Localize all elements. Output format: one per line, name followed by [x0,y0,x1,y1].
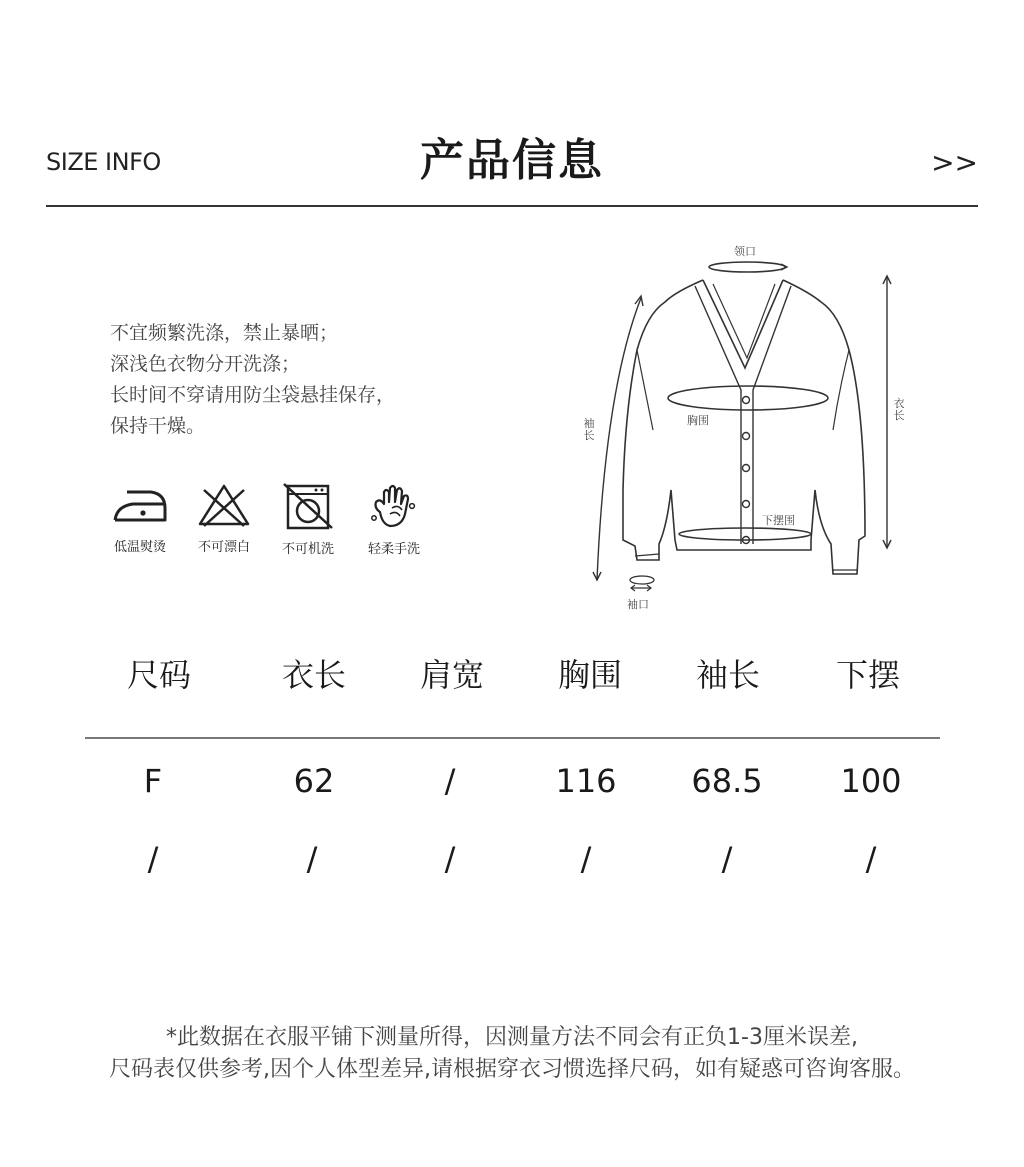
sleeve-label: 袖长 [583,417,595,442]
table-cell: 68.5 [691,762,763,800]
col-hem: 下摆 [835,656,900,694]
care-icon-label: 不可漂白 [197,540,250,555]
note-line: *此数据在衣服平铺下测量所得，因测量方法不同会有正负1-3厘米误差, [166,1025,858,1050]
table-cell: / [444,840,456,878]
care-instructions [110,318,395,442]
note-line: 尺码表仅供参考,因个人体型差异,请根据穿衣习惯选择尺码，如有疑惑可咨询客服。 [109,1057,915,1082]
cardigan-sketch [575,240,925,615]
neck-label: 领口 [734,245,756,258]
care-icon-item [354,482,434,557]
size-info-label: SIZE INFO [46,148,161,176]
table-cell: / [580,840,592,878]
more-arrows-icon: >> [931,146,978,179]
no-machine-wash-icon [282,482,334,530]
table-cell: / [147,840,159,878]
care-icon-item [184,482,264,555]
col-size: 尺码 [126,656,191,694]
table-cell: 116 [555,762,617,800]
col-sleeve: 袖长 [695,656,760,694]
table-cell: 62 [293,762,335,800]
size-table-header [85,650,940,700]
hem-label: 下摆围 [762,514,795,527]
care-icon-label: 不可机洗 [281,542,334,557]
care-line: 深浅色衣物分开洗涤； [110,353,301,375]
care-icon-item [100,482,180,555]
table-divider [85,737,940,739]
care-icon-label: 轻柔手洗 [367,542,420,557]
care-icon-label: 低温熨烫 [113,540,166,555]
table-cell: / [721,840,733,878]
garment-measurement-diagram [575,240,925,615]
cuff-label: 袖口 [627,598,649,611]
care-line: 长时间不穿请用防尘袋悬挂保存， [110,384,396,406]
care-line: 不宜频繁洗涤，禁止暴晒； [110,322,339,344]
hand-wash-icon [368,482,420,530]
no-bleach-icon [196,482,252,528]
col-shoulder: 肩宽 [419,656,484,694]
chest-label: 胸围 [687,414,709,427]
length-label: 衣长 [893,397,905,422]
col-chest: 胸围 [557,656,622,694]
care-line: 保持干燥。 [110,415,206,437]
table-cell: / [865,840,877,878]
measurement-note [0,1022,1024,1086]
iron-low-temp-icon [109,482,171,528]
page-title: 产品信息 [420,135,604,186]
table-cell: / [444,762,456,800]
col-length: 衣长 [281,656,346,694]
table-cell: / [306,840,318,878]
header-divider [46,205,978,207]
care-icon-item [268,482,348,557]
table-cell: F [143,762,163,800]
table-cell: 100 [840,762,902,800]
